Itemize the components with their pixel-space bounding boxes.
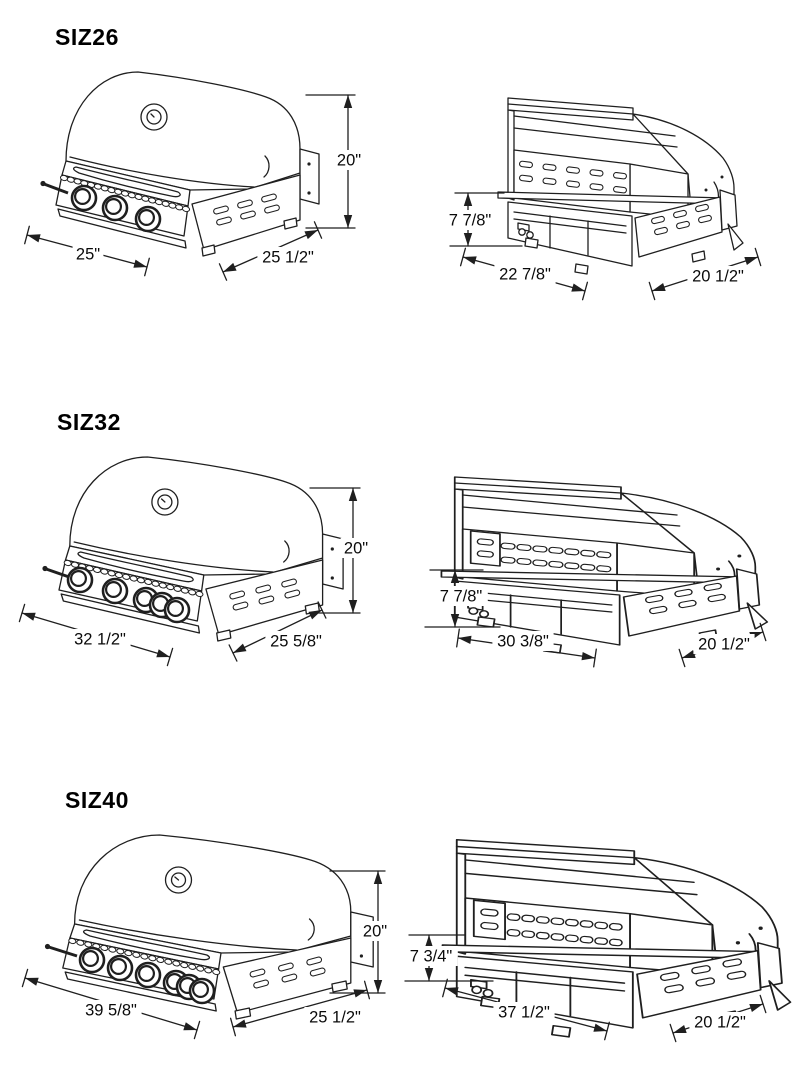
front-width-dimension: 39 5/8" [85,1001,137,1020]
burner-knob [136,963,160,987]
front-height-dimension: 20" [343,539,369,558]
rear-depth-dimension: 22 7/8" [499,265,551,284]
rear-depth-dimension: 37 1/2" [498,1003,550,1022]
front-width-dimension: 25" [75,245,101,264]
burner-knob [165,598,189,622]
rear-cutout-height-dimension: 7 7/8" [439,587,483,606]
model-name: SIZ32 [57,409,121,435]
front-depth-dimension: 25 5/8" [270,632,322,651]
model-section-siz40 [0,765,800,1073]
front-height-dimension: 20" [362,922,388,941]
burner-knob [68,568,92,592]
model-name: SIZ26 [55,24,119,50]
model-section-siz32 [0,387,800,767]
grill-front-art [40,72,319,256]
rear-cutout-height-dimension: 7 7/8" [448,211,492,230]
burner-knob [136,207,160,231]
front-height-dimension: 20" [336,151,362,170]
burner-knob [190,979,214,1003]
rear-width-dimension: 20 1/2" [694,1013,746,1032]
model-section-siz26 [0,2,800,382]
front-isometric-drawing [18,57,418,307]
rear-width-dimension: 20 1/2" [692,267,744,286]
front-width-dimension: 32 1/2" [74,630,126,649]
rear-depth-dimension: 30 3/8" [497,632,549,651]
rear-isometric-drawing [430,50,800,310]
model-name: SIZ40 [65,787,129,813]
rear-isometric-drawing [425,432,800,692]
front-depth-dimension: 25 1/2" [309,1008,361,1027]
burner-knob [108,956,132,980]
rear-cutout-height-dimension: 7 3/4" [409,947,453,966]
front-isometric-drawing [18,820,418,1070]
burner-knob [103,196,127,220]
rear-width-dimension: 20 1/2" [698,635,750,654]
burner-knob [80,948,104,972]
rear-isometric-drawing [405,795,800,1055]
front-isometric-drawing [18,442,418,692]
burner-knob [103,579,127,603]
burner-knob [72,186,96,210]
front-depth-dimension: 25 1/2" [262,248,314,267]
grill-front-art [42,457,343,641]
grill-rear-art [498,98,743,274]
